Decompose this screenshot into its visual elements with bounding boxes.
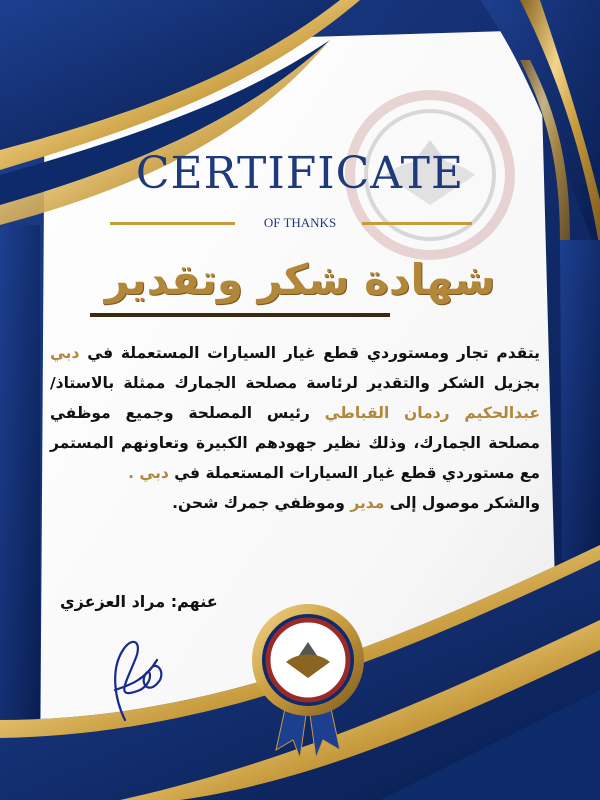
- arabic-title-underline: [90, 313, 390, 317]
- handwritten-signature: [95, 630, 175, 725]
- signer-name: عنهم: مراد العزعزي: [60, 592, 218, 611]
- city-highlight: دبي .: [128, 464, 169, 482]
- certificate-title: CERTIFICATE: [135, 148, 465, 199]
- body-text: بجزيل الشكر والتقدير لرئاسة مصلحة الجمارك ممثلة بالاستاذ/: [50, 374, 540, 392]
- arabic-title: شهادة شكر وتقدير: [104, 255, 496, 304]
- title-rule-left: [110, 222, 235, 225]
- body-text: رئيس المصلحة وجميع موظفي مصلحة الجمارك، وذلك نظير جهودهم الكبيرة وتعاونهم المستمر مع مستوردي قطع غيار السيارات المستعملة في: [50, 404, 540, 482]
- city-highlight: دبي: [50, 344, 80, 362]
- body-text: وموظفي جمرك شحن.: [172, 494, 351, 512]
- official-name: عبدالحكيم ردمان القباطي: [324, 404, 541, 422]
- certificate-subtitle: OF THANKS: [263, 215, 337, 230]
- body-text: يتقدم تجار ومستوردي قطع غيار السيارات المستعملة في: [79, 344, 540, 362]
- manager-highlight: مدير: [350, 494, 385, 512]
- customs-seal: [248, 600, 368, 760]
- title-rule-right: [362, 222, 472, 225]
- certificate-body: [50, 338, 540, 518]
- body-text: والشكر موصول إلى: [384, 494, 540, 512]
